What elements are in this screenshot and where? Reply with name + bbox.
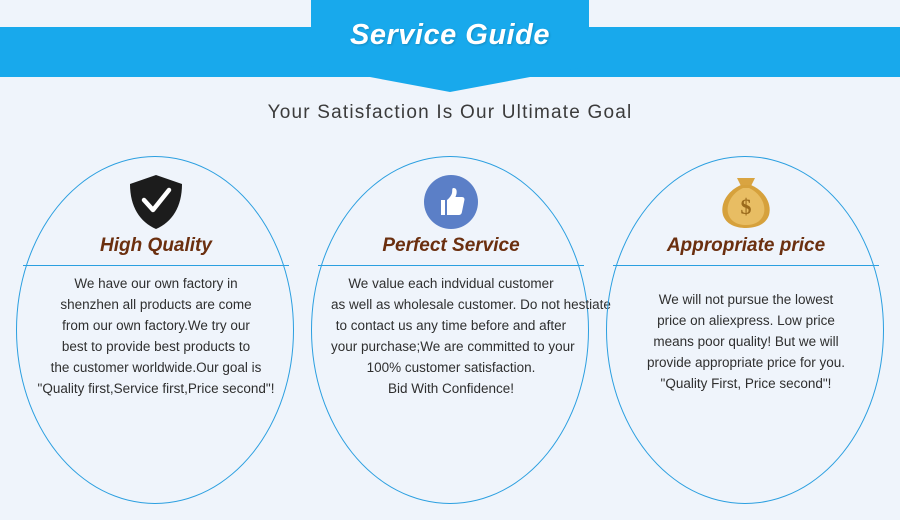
card-body-line: shenzhen all products are come xyxy=(60,297,252,312)
service-card-appropriate-price xyxy=(606,156,884,504)
money-bag-icon xyxy=(607,171,885,233)
card-body-line: We will not pursue the lowest xyxy=(658,292,834,307)
card-body-line: provide appropriate price for you. xyxy=(646,355,846,370)
banner xyxy=(0,0,900,92)
service-cards xyxy=(0,152,900,512)
shield-check-icon xyxy=(17,171,295,233)
card-heading: Appropriate price xyxy=(666,235,826,256)
subtitle: Your Satisfaction Is Our Ultimate Goal xyxy=(267,102,633,123)
card-body xyxy=(36,273,276,399)
service-card-perfect-service xyxy=(311,156,611,504)
thumbs-up-icon xyxy=(312,171,590,233)
card-body xyxy=(626,289,866,394)
card-body-line: from our own factory.We try our xyxy=(62,318,250,333)
card-heading: Perfect Service xyxy=(382,235,520,256)
card-body-line: the customer worldwide.Our goal is xyxy=(50,360,262,375)
card-body-line: Bid With Confidence! xyxy=(387,381,515,396)
card-body-line: price on aliexpress. Low price xyxy=(657,313,835,328)
card-body-line: 100% customer satisfaction. xyxy=(366,360,536,375)
card-body-line: "Quality first,Service first,Price second"! xyxy=(37,381,275,396)
thumbs-up-badge xyxy=(424,175,478,229)
service-card-high-quality xyxy=(16,156,294,504)
card-body-line: best to provide best products to xyxy=(61,339,251,354)
svg-text:$: $ xyxy=(740,194,752,219)
card-body-line: your purchase;We are committed to your xyxy=(331,339,575,354)
card-body-line: We value each indvidual customer xyxy=(348,276,554,291)
card-body-line: as well as wholesale customer. Do not hestiate xyxy=(331,297,611,312)
card-heading: High Quality xyxy=(100,235,212,256)
card-divider xyxy=(318,265,584,266)
card-body-line: We have our own factory in xyxy=(74,276,238,291)
card-divider xyxy=(613,265,879,266)
page-title: Service Guide xyxy=(350,19,550,51)
card-divider xyxy=(23,265,289,266)
card-body-line: means poor quality! But we will xyxy=(653,334,839,349)
card-body-line: "Quality First, Price second"! xyxy=(660,376,832,391)
card-body-line: to contact us any time before and after xyxy=(335,318,567,333)
card-body xyxy=(331,273,611,399)
